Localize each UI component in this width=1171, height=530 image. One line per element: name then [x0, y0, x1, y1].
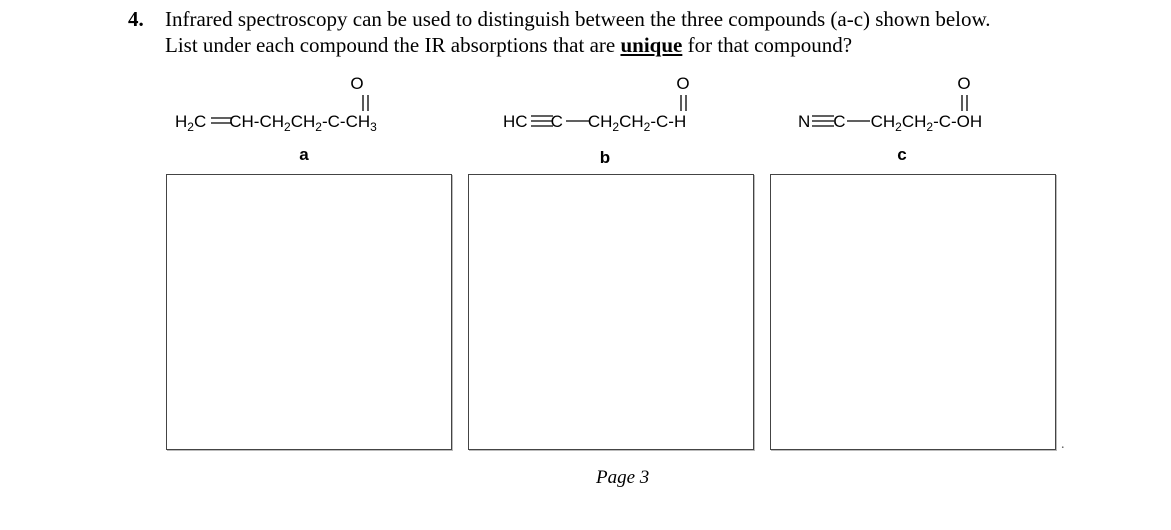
- page-number: Page 3: [596, 467, 650, 488]
- carbonyl-oxygen-b: O: [676, 74, 690, 93]
- formula-c: N C $CH_2CH_2-C-OH$: [798, 112, 983, 134]
- emphasis-unique: unique: [620, 33, 683, 57]
- carbonyl-oxygen-a: O: [350, 74, 364, 93]
- carbonyl-oxygen-c: O: [957, 74, 971, 93]
- structures-panel: [0, 0, 1171, 175]
- question-number: 4.: [128, 7, 144, 31]
- question-text: Infrared spectroscopy can be used to distinguish between the three compounds (a-c) shown below.: [165, 7, 991, 31]
- answer-box-a[interactable]: [166, 174, 452, 450]
- structure-a: [175, 74, 377, 164]
- answer-box-c[interactable]: [770, 174, 1056, 450]
- answer-box-b[interactable]: [468, 174, 754, 450]
- question-text-end: for that compound?: [682, 33, 853, 57]
- formula-b: HC C $CH_2CH_2-C-H$: [503, 112, 687, 134]
- structure-c: [798, 74, 982, 164]
- compound-label-c: c: [897, 145, 907, 164]
- formula-a: $H_2C$ $CH-CH_2CH_2-C-CH_3$: [175, 112, 377, 134]
- trailing-mark: .: [1061, 437, 1065, 452]
- compound-label-a: a: [299, 145, 309, 164]
- question-text-start: List under each compound the IR absorptions that are: [165, 33, 621, 57]
- compound-label-b: b: [599, 148, 611, 167]
- structure-b: [503, 74, 690, 167]
